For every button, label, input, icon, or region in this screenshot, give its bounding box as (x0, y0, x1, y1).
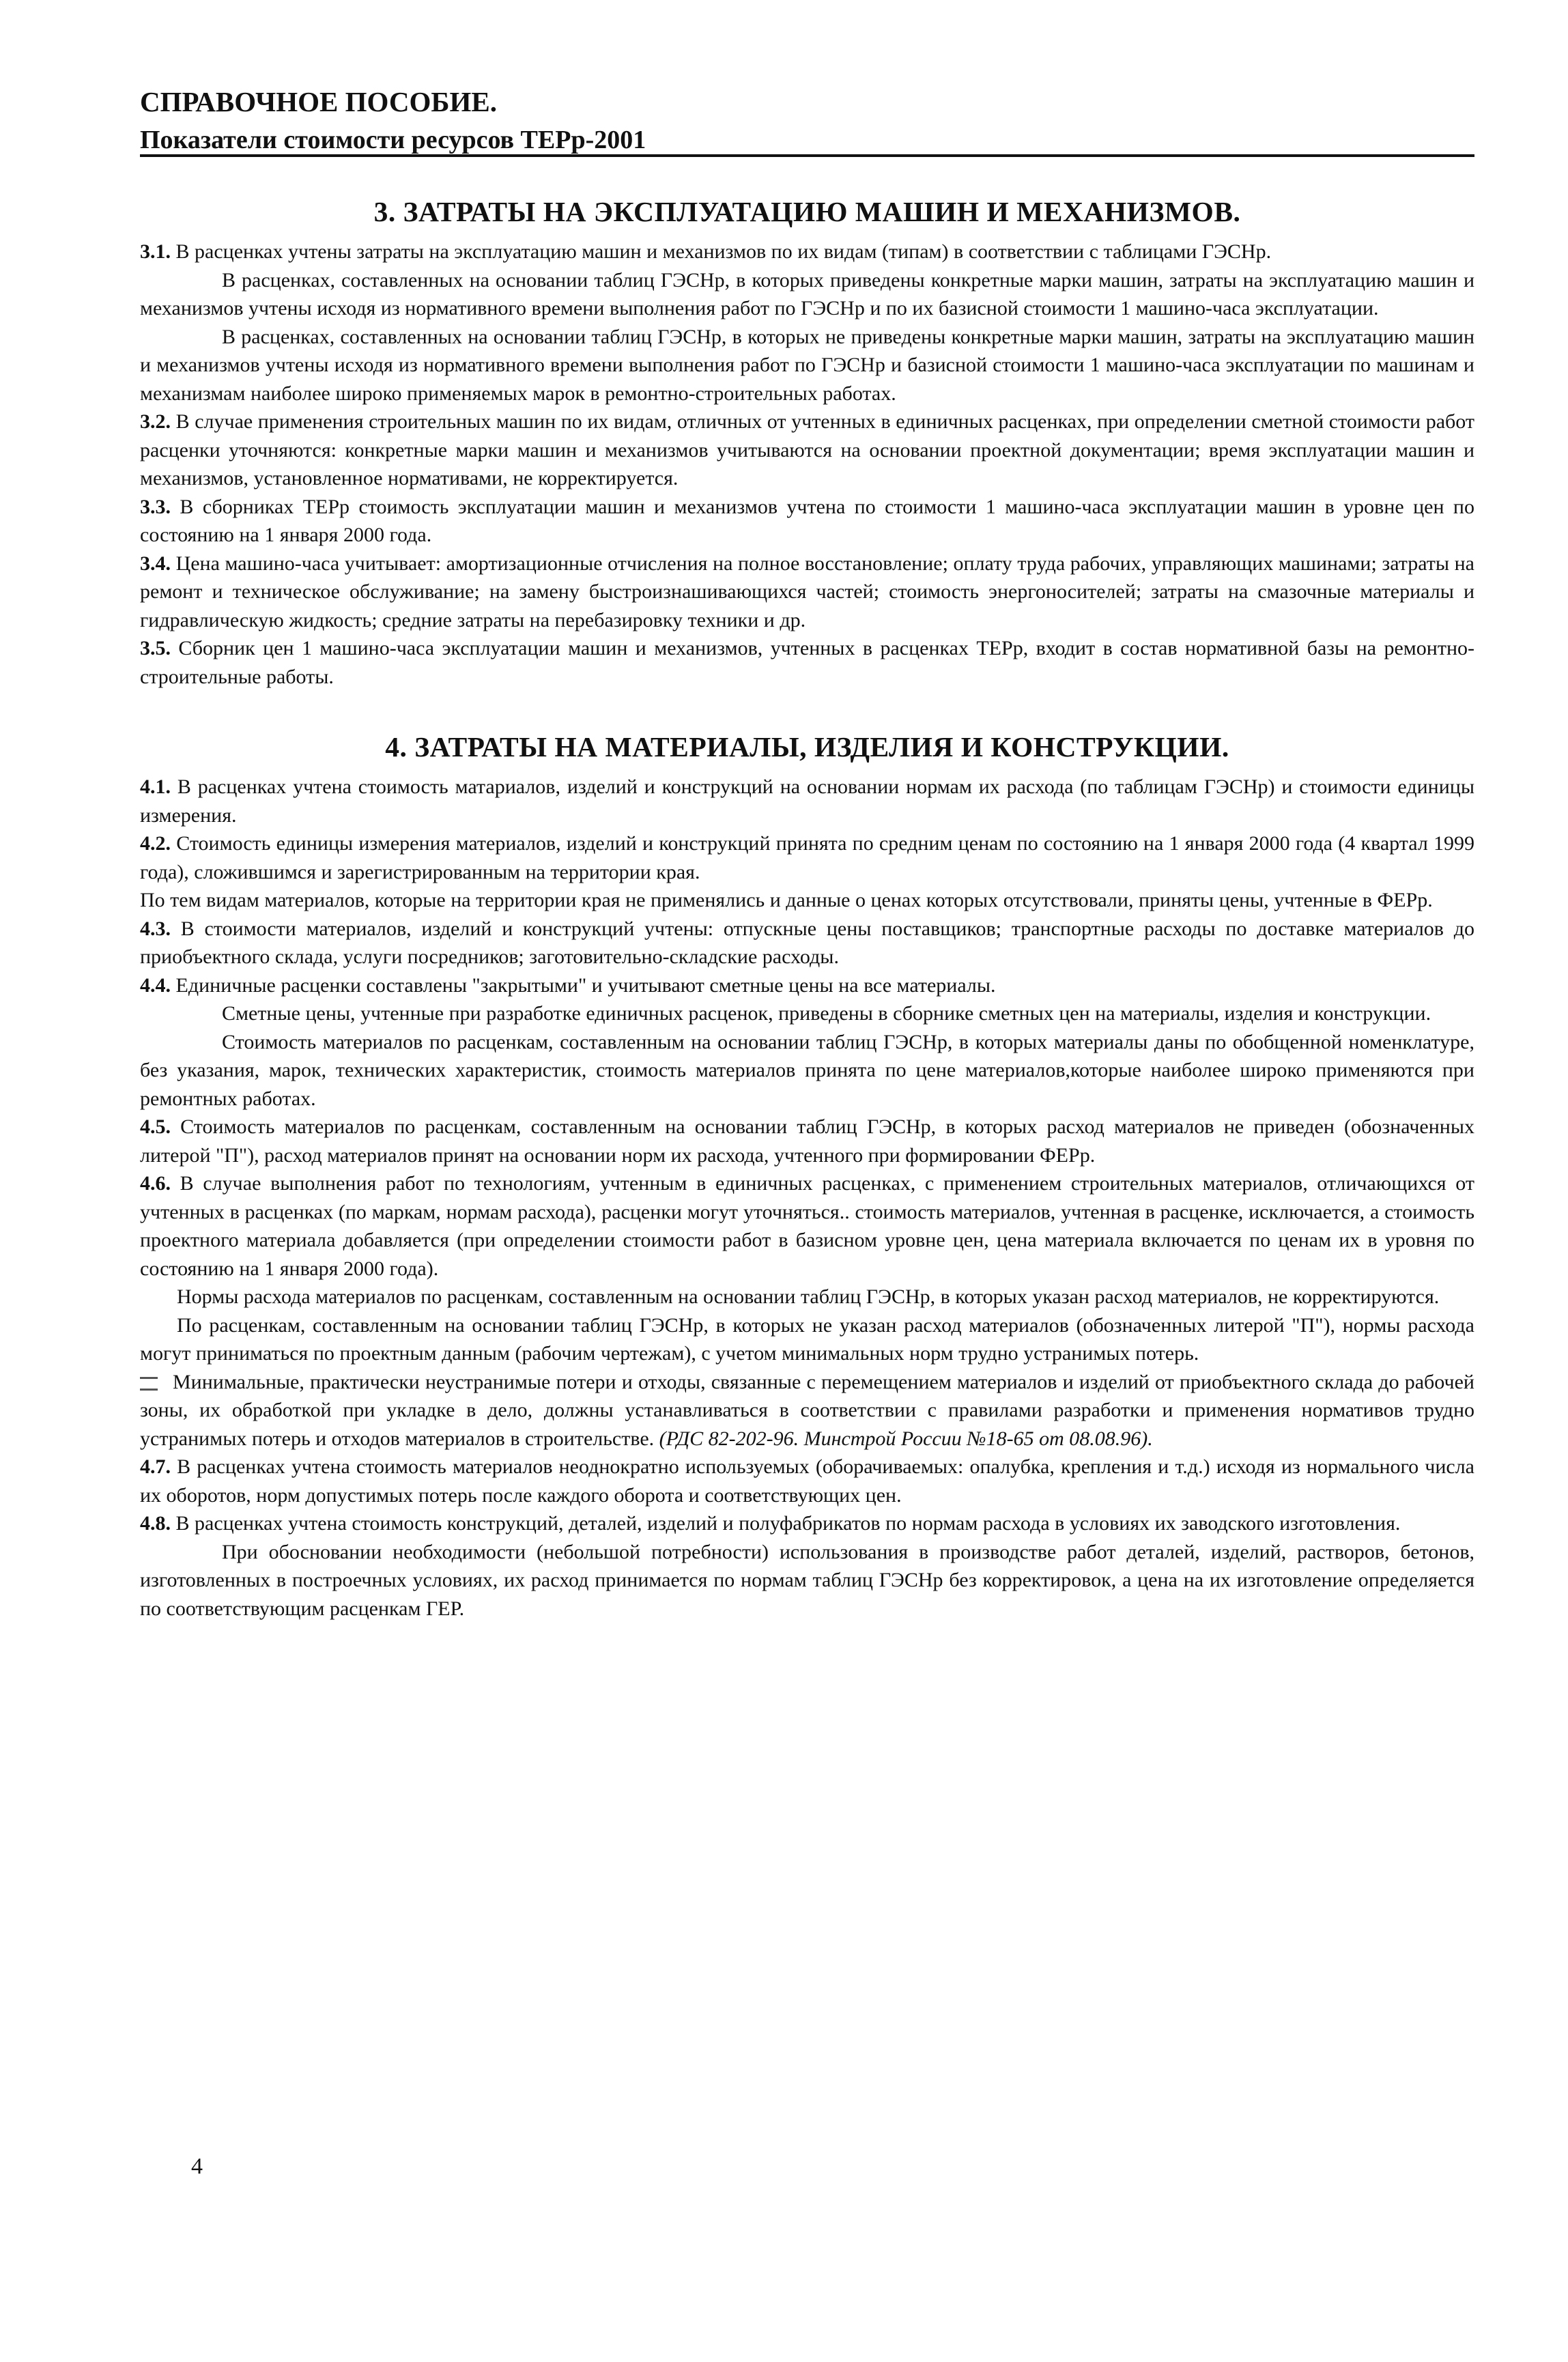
paragraph-number: 3.5. (140, 637, 171, 659)
paragraph-number: 4.7. (140, 1455, 171, 1478)
page-number: 4 (191, 2154, 203, 2179)
paragraph-4-6-d (140, 1368, 1474, 1453)
paragraph-text: В стоимости материалов, изделий и конструкций учтены: отпускные цены поставщиков; транспортные расходы по доставке материалов до приобъектного склада, услуги посредников; заготовительно-складские расходы. (140, 917, 1474, 968)
paragraph-4-4-c: Стоимость материалов по расценкам, составленным на основании таблиц ГЭСНр, в которых материалы даны по обобщенной номенклатуре, без указания, марок, технических характеристик, стоимость материалов принята по цене материалов,которые наиболее широко применяются при ремонтных работах. (140, 1030, 1474, 1110)
paragraph-text: Единичные расценки составлены "закрытыми" и учитывают сметные цены на все материалы. (171, 973, 996, 997)
paragraph-4-7 (140, 1453, 1474, 1509)
list-marker-icon (140, 1377, 158, 1391)
paragraph-3-4 (140, 550, 1474, 635)
paragraph-4-8-b: При обосновании необходимости (небольшой потребности) использования в производстве работ деталей, изделий, растворов, бетонов, изготовленных в построечных условиях, их расход принимается по нормам таблиц ГЭСНр без корректировок, а цена на их изготовление определяется по соответствующим расценкам ГЕР. (140, 1540, 1474, 1620)
paragraph-number: 3.3. (140, 495, 171, 518)
paragraph-text: В случае применения строительных машин по их видам, отличных от учтенных в единичных расценках, при определении сметной стоимости работ расценки уточняются: конкретные марки машин и механизмов учитываются на основании проектной документации; время эксплуатации машин и механизмов, установленное нормативами, не корректируется. (140, 410, 1474, 489)
paragraph-4-5 (140, 1113, 1474, 1169)
paragraph-3-2 (140, 408, 1474, 493)
header-title: СПРАВОЧНОЕ ПОСОБИЕ. (140, 86, 497, 117)
paragraph-4-3 (140, 915, 1474, 971)
paragraph-text: Стоимость материалов по расценкам, составленным на основании таблиц ГЭСНр, в которых расход материалов не приведен (обозначенных литерой "П"), расход материалов принят на основании норм их расхода, учтенного при формировании ФЕРр. (140, 1115, 1474, 1167)
section-4-title: 4. ЗАТРАТЫ НА МАТЕРИАЛЫ, ИЗДЕЛИЯ И КОНСТРУКЦИИ. (385, 731, 1229, 763)
paragraph-number: 3.4. (140, 552, 171, 575)
normative-reference: (РДС 82-202-96. Минстрой России №18-65 от 08.08.96). (659, 1427, 1153, 1450)
paragraph-text: Стоимость единицы измерения материалов, изделий и конструкций принята по средним ценам по состоянию на 1 января 2000 года (4 квартал 1999 года), сложившимся и зарегистрированным на территории края. (140, 832, 1474, 883)
paragraph-text: В расценках учтена стоимость матариалов, изделий и конструкций на основании нормам их расхода (по таблицам ГЭСНр) и стоимости единицы измерения. (140, 776, 1474, 827)
paragraph-4-6 (140, 1169, 1474, 1283)
paragraph-4-8 (140, 1509, 1474, 1538)
paragraph-number: 3.2. (140, 410, 171, 433)
paragraph-4-1 (140, 773, 1474, 829)
header-subtitle: Показатели стоимости ресурсов ТЕРр-2001 (140, 126, 646, 154)
paragraph-number: 3.1. (140, 240, 171, 263)
paragraph-4-6-c: По расценкам, составленным на основании таблиц ГЭСНр, в которых не указан расход материалов (обозначенных литерой "П"), нормы расхода могут приниматься по проектным данным (рабочим чертежам), с учетом минимальных норм трудно устранимых потерь. (140, 1313, 1474, 1365)
paragraph-3-1 (140, 238, 1474, 266)
header-rule (140, 154, 1474, 157)
paragraph-4-4 (140, 971, 1474, 1000)
paragraph-text: В расценках учтены затраты на эксплуатацию машин и механизмов по их видам (типам) в соответствии с таблицами ГЭСНр. (171, 240, 1272, 263)
paragraph-text: В случае выполнения работ по технологиям, учтенным в единичных расценках, с применением строительных материалов, отличающихся от учтенных в расценках (по маркам, нормам расхода), расценки могут уточняться.. стоимость материалов, учтенная в расценке, исключается, а стоимость проектного материала добавляется (при определении стоимости работ в базисном уровне цен, цена материала включается по ценам их в уровня по состоянию на 1 января 2000 года). (140, 1172, 1474, 1280)
paragraph-number: 4.8. (140, 1512, 171, 1535)
paragraph-number: 4.4. (140, 973, 171, 997)
section-3-title: 3. ЗАТРАТЫ НА ЭКСПЛУАТАЦИЮ МАШИН И МЕХАНИЗМОВ. (373, 196, 1241, 227)
paragraph-4-6-b: Нормы расхода материалов по расценкам, составленным на основании таблиц ГЭСНр, в которых указан расход материалов, не корректируются. (177, 1285, 1440, 1308)
page-header (140, 81, 1474, 157)
paragraph-3-3 (140, 493, 1474, 550)
paragraph-text: Минимальные, практически неустранимые потери и отходы, связанные с перемещением материалов и изделий от приобъектного склада до рабочей зоны, их обработкой при укладке в дело, должны устанавливаться в соответствии с правилами разработки и применения нормативов трудно устранимых потерь и отходов материалов в строительстве. (140, 1370, 1474, 1450)
paragraph-text: В расценках учтена стоимость конструкций, деталей, изделий и полуфабрикатов по нормам расхода в условиях их заводского изготовления. (171, 1512, 1401, 1535)
paragraph-3-1-c: В расценках, составленных на основании таблиц ГЭСНр, в которых не приведены конкретные марки машин, затраты на эксплуатацию машин и механизмов учтены исходя из нормативного времени выполнения работ по ГЭСНр и базисной стоимости 1 машино-часа эксплуатации по машинам и механизмам наиболее широко применяемых марок в ремонтно-строительных работах. (140, 325, 1474, 405)
paragraph-text: В расценках учтена стоимость материалов неоднократно используемых (оборачиваемых: опалубка, крепления и т.д.) исходя из нормального числа их оборотов, норм допустимых потерь после каждого оборота и соответствующих цен. (140, 1455, 1474, 1507)
paragraph-3-1-b: В расценках, составленных на основании таблиц ГЭСНр, в которых приведены конкретные марки машин, затраты на эксплуатацию машин и механизмов учтены исходя из нормативного времени выполнения работ по ГЭСНр и по их базисной стоимости 1 машино-часа эксплуатации. (140, 268, 1474, 319)
paragraph-number: 4.6. (140, 1172, 171, 1195)
document-body (140, 179, 1474, 1623)
paragraph-number: 4.1. (140, 776, 171, 798)
paragraph-text: Цена машино-часа учитывает: амортизационные отчисления на полное восстановление; оплату труда рабочих, управляющих машинами; затраты на ремонт и техническое обслуживание; на замену быстроизнашивающихся частей; стоимость энергоносителей; затраты на смазочные материалы и гидравлическую жидкость; средние затраты на перебазировку техники и др. (140, 552, 1474, 631)
paragraph-4-2-b: По тем видам материалов, которые на территории края не применялись и данные о ценах которых отсутствовали, приняты цены, учтенные в ФЕРр. (140, 889, 1433, 911)
paragraph-text: В сборниках ТЕРр стоимость эксплуатации машин и механизмов учтена по стоимости 1 машино-часа эксплуатации машин в уровне цен по состоянию на 1 января 2000 года. (140, 495, 1474, 546)
paragraph-4-4-b: Сметные цены, учтенные при разработке единичных расценок, приведены в сборнике сметных цен на материалы, изделия и конструкции. (222, 1002, 1431, 1025)
paragraph-text: Сборник цен 1 машино-часа эксплуатации машин и механизмов, учтенных в расценках ТЕРр, входит в состав нормативной базы на ремонтно-строительные работы. (140, 637, 1474, 688)
paragraph-number: 4.5. (140, 1115, 171, 1138)
paragraph-4-2 (140, 829, 1474, 886)
paragraph-3-5 (140, 634, 1474, 691)
paragraph-number: 4.2. (140, 832, 171, 855)
paragraph-number: 4.3. (140, 917, 171, 940)
